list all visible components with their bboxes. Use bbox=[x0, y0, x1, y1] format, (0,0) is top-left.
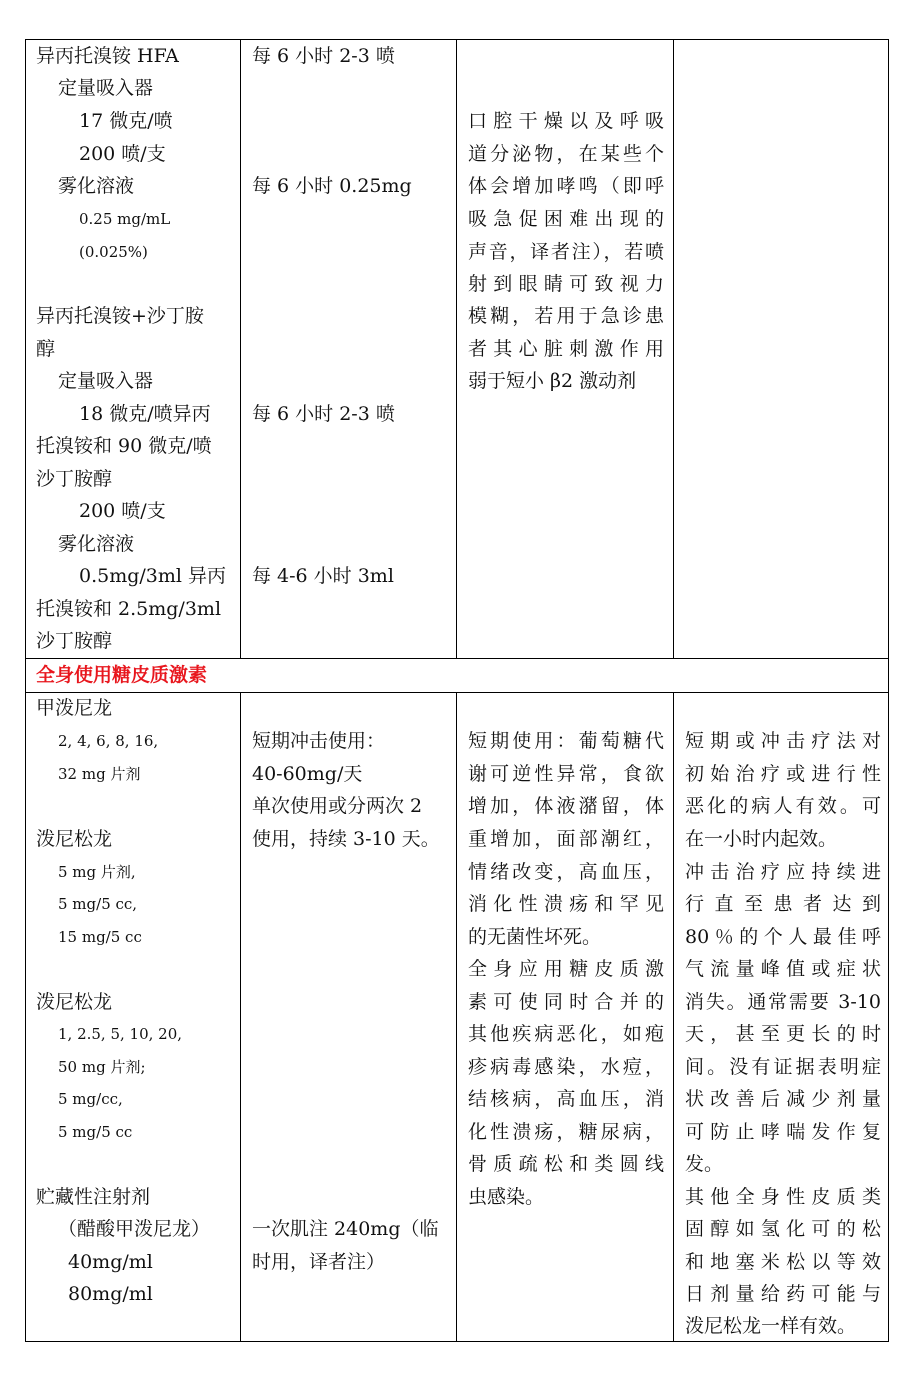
side-effect-line: 体会增加哮鸣（即呼 bbox=[468, 175, 664, 197]
side-effect-line: 消化性溃疡和罕见 bbox=[468, 893, 664, 915]
side-effect-line: 声音，译者注），若喷 bbox=[468, 241, 664, 263]
side-effect-line: 结核病，高血压，消 bbox=[468, 1088, 664, 1110]
comment-line: 短期或冲击疗法对 bbox=[685, 730, 881, 752]
column-divider bbox=[240, 40, 241, 658]
drug-dose: 32 mg 片剂 bbox=[58, 765, 141, 783]
drug-form: 定量吸入器 bbox=[58, 77, 154, 99]
dosage-text: 每 6 小时 0.25mg bbox=[252, 175, 412, 197]
drug-concentration: 0.5mg/3ml 异丙 bbox=[79, 565, 227, 587]
comment-line: 初始治疗或进行性 bbox=[685, 763, 881, 785]
drug-form: 定量吸入器 bbox=[58, 370, 154, 392]
comment-line: 消失。通常需要 3-10 bbox=[685, 991, 881, 1013]
drug-dose: 托溴铵和 90 微克/喷 bbox=[36, 435, 212, 457]
side-effect-line: 者其心脏刺激作用 bbox=[468, 338, 664, 360]
drug-dose: 15 mg/5 cc bbox=[58, 928, 142, 946]
column-divider bbox=[673, 692, 674, 1342]
drug-name: 泼尼松龙 bbox=[36, 828, 113, 850]
side-effect-line: 增加，体液潴留，体 bbox=[468, 795, 664, 817]
column-divider bbox=[240, 692, 241, 1342]
drug-dose: 5 mg/5 cc, bbox=[58, 895, 138, 913]
comment-line: 行直至患者达到 bbox=[685, 893, 881, 915]
dosage-text: 使用，持续 3-10 天。 bbox=[252, 828, 440, 850]
column-divider bbox=[456, 40, 457, 658]
drug-name: 贮藏性注射剂 bbox=[36, 1186, 151, 1208]
comment-line: 日剂量给药可能与 bbox=[685, 1283, 881, 1305]
side-effect-line: 道分泌物，在某些个 bbox=[468, 143, 664, 165]
drug-dose: 50 mg 片剂; bbox=[58, 1058, 146, 1076]
side-effect-line: 其他疾病恶化，如疱 bbox=[468, 1023, 664, 1045]
column-divider bbox=[673, 40, 674, 658]
row-divider bbox=[26, 692, 888, 693]
drug-dose: 200 喷/支 bbox=[79, 500, 166, 522]
dosage-text: 每 6 小时 2-3 喷 bbox=[252, 45, 395, 67]
section-header: 全身使用糖皮质激素 bbox=[36, 664, 208, 686]
comment-line: 可防止哮喘发作复 bbox=[685, 1121, 881, 1143]
drug-concentration: (0.025%) bbox=[79, 243, 148, 261]
drug-dose: 17 微克/喷 bbox=[79, 110, 173, 132]
side-effect-line: 疹病毒感染，水痘， bbox=[468, 1056, 664, 1078]
side-effect-line: 短期使用：葡萄糖代 bbox=[468, 730, 664, 752]
drug-concentration: 托溴铵和 2.5mg/3ml bbox=[36, 598, 222, 620]
side-effect-line: 吸急促困难出现的 bbox=[468, 208, 664, 230]
comment-line: 和地塞米松以等效 bbox=[685, 1251, 881, 1273]
drug-name: 泼尼松龙 bbox=[36, 991, 113, 1013]
drug-dose: 5 mg/5 cc bbox=[58, 1123, 133, 1141]
drug-name: 甲泼尼龙 bbox=[36, 697, 113, 719]
side-effect-line: 化性溃疡，糖尿病， bbox=[468, 1121, 664, 1143]
comment-line: 天，甚至更长的时 bbox=[685, 1023, 881, 1045]
drug-dose: 80mg/ml bbox=[68, 1283, 153, 1305]
drug-table bbox=[25, 39, 889, 1342]
side-effect-line: 射到眼睛可致视力 bbox=[468, 273, 664, 295]
column-divider bbox=[456, 692, 457, 1342]
dosage-text: 一次肌注 240mg（临 bbox=[252, 1218, 439, 1240]
dosage-text: 单次使用或分两次 2 bbox=[252, 795, 423, 817]
comment-line: 状改善后减少剂量 bbox=[685, 1088, 881, 1110]
drug-name: 醇 bbox=[36, 338, 56, 360]
drug-name: 异丙托溴铵+沙丁胺 bbox=[36, 305, 204, 327]
drug-dose: 200 喷/支 bbox=[79, 143, 166, 165]
comment-line: 冲击治疗应持续进 bbox=[685, 861, 881, 883]
comment-line: 间。没有证据表明症 bbox=[685, 1056, 881, 1078]
drug-dose: 沙丁胺醇 bbox=[36, 468, 113, 490]
comment-line: 固醇如氢化可的松 bbox=[685, 1218, 881, 1240]
comment-line: 恶化的病人有效。可 bbox=[685, 795, 881, 817]
side-effect-line: 模糊，若用于急诊患 bbox=[468, 305, 664, 327]
side-effect-line: 全身应用糖皮质激 bbox=[468, 958, 664, 980]
comment-line: 气流量峰值或症状 bbox=[685, 958, 881, 980]
drug-concentration: 0.25 mg/mL bbox=[79, 210, 171, 228]
drug-dose: 5 mg 片剂, bbox=[58, 863, 136, 881]
side-effect-line: 骨质疏松和类圆线 bbox=[468, 1153, 664, 1175]
side-effect-line: 谢可逆性异常，食欲 bbox=[468, 763, 664, 785]
comment-line: 其他全身性皮质类 bbox=[685, 1186, 881, 1208]
drug-dose: 1, 2.5, 5, 10, 20, bbox=[58, 1025, 183, 1043]
dosage-text: 40-60mg/天 bbox=[252, 763, 363, 785]
dosage-text: 时用，译者注） bbox=[252, 1251, 386, 1273]
side-effect-line: 虫感染。 bbox=[468, 1186, 545, 1208]
drug-dose: 18 微克/喷异丙 bbox=[79, 403, 211, 425]
side-effect-line: 弱于短小 β2 激动剂 bbox=[468, 370, 637, 392]
drug-dose: 2, 4, 6, 8, 16, bbox=[58, 732, 159, 750]
comment-line: 80％的个人最佳呼 bbox=[685, 926, 881, 948]
side-effect-line: 重增加，面部潮红， bbox=[468, 828, 664, 850]
comment-line: 在一小时内起效。 bbox=[685, 828, 838, 850]
side-effect-line: 的无菌性坏死。 bbox=[468, 926, 602, 948]
comment-line: 发。 bbox=[685, 1153, 724, 1175]
comment-line: 泼尼松龙一样有效。 bbox=[685, 1315, 857, 1337]
drug-dose: 40mg/ml bbox=[68, 1251, 153, 1273]
drug-dose: 5 mg/cc, bbox=[58, 1090, 123, 1108]
drug-concentration: 沙丁胺醇 bbox=[36, 630, 113, 652]
side-effect-line: 口腔干燥以及呼吸 bbox=[468, 110, 664, 132]
side-effect-line: 素可使同时合并的 bbox=[468, 991, 664, 1013]
dosage-text: 每 6 小时 2-3 喷 bbox=[252, 403, 395, 425]
drug-dose: （醋酸甲泼尼龙） bbox=[58, 1218, 211, 1240]
drug-form: 雾化溶液 bbox=[58, 175, 135, 197]
drug-form: 雾化溶液 bbox=[58, 533, 135, 555]
drug-name: 异丙托溴铵 HFA bbox=[36, 45, 179, 67]
dosage-text: 短期冲击使用： bbox=[252, 730, 386, 752]
side-effect-line: 情绪改变，高血压， bbox=[468, 861, 664, 883]
dosage-text: 每 4-6 小时 3ml bbox=[252, 565, 394, 587]
